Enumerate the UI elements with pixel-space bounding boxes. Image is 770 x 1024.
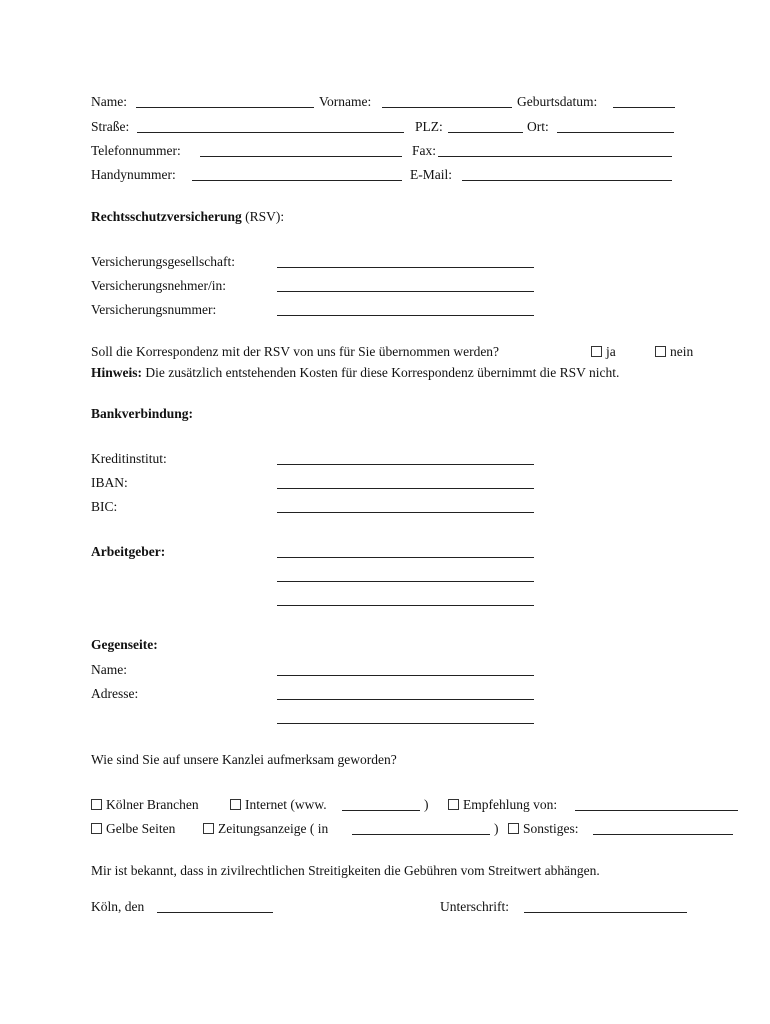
rsv-option-nein[interactable] [655, 344, 693, 360]
name-field[interactable] [136, 107, 314, 108]
source-question: Wie sind Sie auf unsere Kanzlei aufmerksam geworden? [91, 752, 397, 767]
checkbox-empfehlung[interactable] [448, 799, 459, 810]
email-field[interactable] [462, 180, 672, 181]
geburtsdatum-label: Geburtsdatum: [517, 94, 598, 109]
rsv-option-ja-label: ja [606, 344, 616, 359]
ort-label: Ort: [527, 119, 549, 134]
strasse-label: Straße: [91, 119, 130, 134]
option-gelbe-seiten[interactable] [91, 821, 175, 837]
checkbox-koelner[interactable] [91, 799, 102, 810]
fax-field[interactable] [438, 156, 672, 157]
rsv-nummer-label: Versicherungsnummer: [91, 302, 217, 317]
option-sonstiges[interactable] [508, 821, 579, 837]
handy-label: Handynummer: [91, 167, 176, 182]
date-field[interactable] [157, 912, 273, 913]
arbeitgeber-field-3[interactable] [277, 605, 534, 606]
internet-label: Internet (www. [245, 797, 327, 812]
rsv-gesellschaft-label: Versicherungsgesellschaft: [91, 254, 235, 269]
arbeitgeber-heading: Arbeitgeber: [91, 544, 166, 559]
email-label: E-Mail: [410, 167, 452, 182]
gelbe-label: Gelbe Seiten [106, 821, 176, 836]
zeitung-close: ) [494, 821, 499, 836]
option-empfehlung[interactable] [448, 797, 557, 813]
handy-field[interactable] [192, 180, 402, 181]
ort-field[interactable] [557, 132, 674, 133]
geburtsdatum-field[interactable] [613, 107, 675, 108]
vorname-field[interactable] [382, 107, 512, 108]
iban-field[interactable] [277, 488, 534, 489]
gegenseite-name-field[interactable] [277, 675, 534, 676]
internet-close: ) [424, 797, 429, 812]
empfehlung-label: Empfehlung von: [463, 797, 558, 812]
gegenseite-name-label: Name: [91, 662, 127, 677]
checkbox-ja[interactable] [591, 346, 602, 357]
checkbox-nein[interactable] [655, 346, 666, 357]
rsv-heading-bold: Rechtsschutzversicherung [91, 209, 242, 224]
zeitung-field[interactable] [352, 834, 490, 835]
koelner-label: Kölner Branchen [106, 797, 199, 812]
rsv-heading-rest: (RSV): [241, 209, 285, 224]
rsv-option-ja[interactable] [591, 344, 616, 360]
kreditinstitut-label: Kreditinstitut: [91, 451, 167, 466]
rsv-heading [91, 209, 284, 225]
empfehlung-field[interactable] [575, 810, 738, 811]
option-zeitungsanzeige[interactable] [203, 821, 328, 837]
kreditinstitut-field[interactable] [277, 464, 534, 465]
telefon-field[interactable] [200, 156, 402, 157]
gegenseite-adresse-field-1[interactable] [277, 699, 534, 700]
internet-field[interactable] [342, 810, 420, 811]
arbeitgeber-field-1[interactable] [277, 557, 534, 558]
bic-label: BIC: [91, 499, 118, 514]
signature-field[interactable] [524, 912, 687, 913]
hinweis-label: Hinweis: [91, 365, 143, 380]
plz-field[interactable] [448, 132, 523, 133]
unterschrift-label: Unterschrift: [440, 899, 509, 914]
checkbox-gelbe[interactable] [91, 823, 102, 834]
checkbox-zeitung[interactable] [203, 823, 214, 834]
rsv-option-nein-label: nein [670, 344, 694, 359]
streitwert-notice: Mir ist bekannt, dass in zivilrechtlichen Streitigkeiten die Gebühren vom Streitwert abhängen. [91, 863, 600, 878]
gegenseite-adresse-label: Adresse: [91, 686, 139, 701]
hinweis-body: Die zusätzlich entstehenden Kosten für diese Korrespondenz übernimmt die RSV nicht. [142, 365, 620, 380]
sonstiges-field[interactable] [593, 834, 733, 835]
rsv-gesellschaft-field[interactable] [277, 267, 534, 268]
hinweis-text [91, 365, 619, 381]
name-label: Name: [91, 94, 127, 109]
iban-label: IBAN: [91, 475, 128, 490]
checkbox-sonstiges[interactable] [508, 823, 519, 834]
gegenseite-adresse-field-2[interactable] [277, 723, 534, 724]
sonstiges-label: Sonstiges: [523, 821, 579, 836]
bic-field[interactable] [277, 512, 534, 513]
option-internet[interactable] [230, 797, 327, 813]
strasse-field[interactable] [137, 132, 404, 133]
zeitung-label: Zeitungsanzeige ( in [218, 821, 329, 836]
telefon-label: Telefonnummer: [91, 143, 181, 158]
bank-heading: Bankverbindung: [91, 406, 194, 421]
option-koelner-branchen[interactable] [91, 797, 199, 813]
gegenseite-heading: Gegenseite: [91, 637, 158, 652]
koeln-den-label: Köln, den [91, 899, 145, 914]
rsv-nehmer-field[interactable] [277, 291, 534, 292]
rsv-question: Soll die Korrespondenz mit der RSV von uns für Sie übernommen werden? [91, 344, 500, 359]
rsv-nehmer-label: Versicherungsnehmer/in: [91, 278, 226, 293]
checkbox-internet[interactable] [230, 799, 241, 810]
rsv-nummer-field[interactable] [277, 315, 534, 316]
arbeitgeber-field-2[interactable] [277, 581, 534, 582]
fax-label: Fax: [412, 143, 437, 158]
plz-label: PLZ: [415, 119, 443, 134]
vorname-label: Vorname: [319, 94, 372, 109]
